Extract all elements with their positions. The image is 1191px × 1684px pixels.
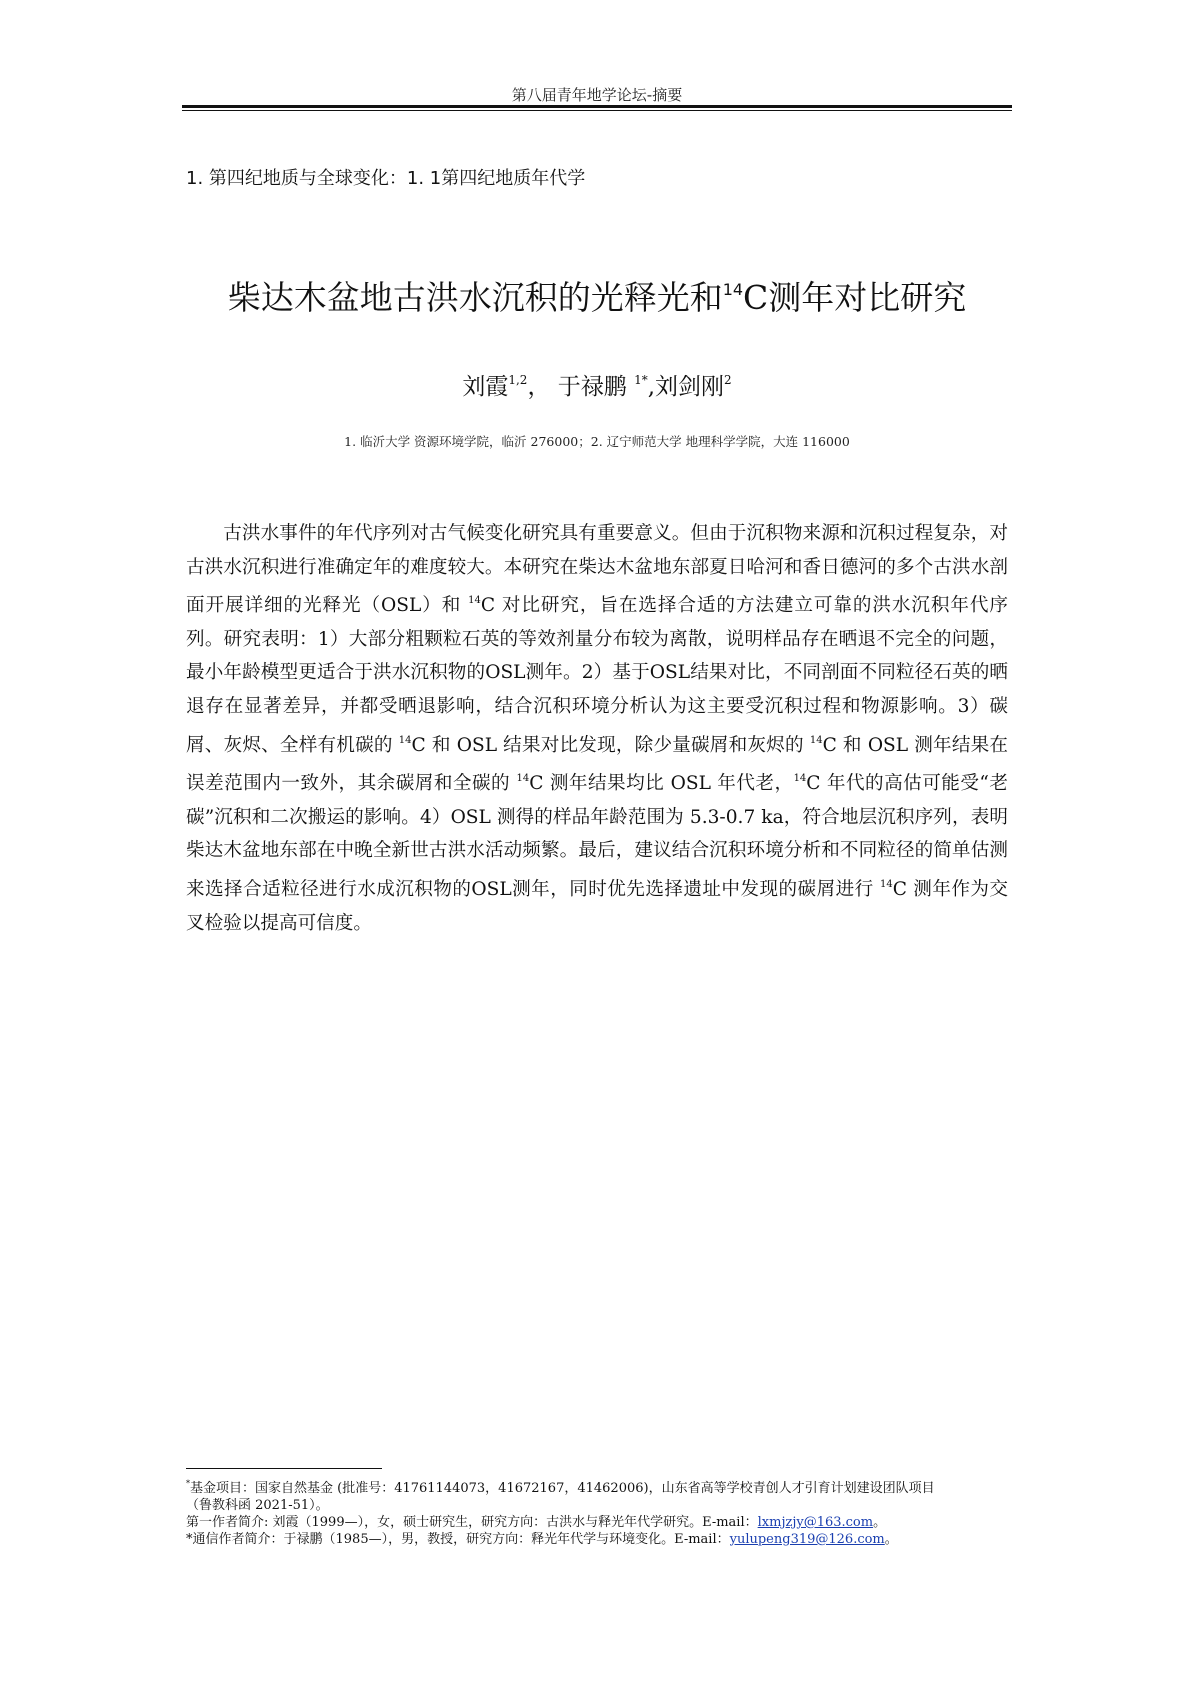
author-1-affil: 1,2 — [508, 373, 528, 387]
affiliations: 1. 临沂大学 资源环境学院，临沂 276000；2. 辽宁师范大学 地理科学学院，大连 116000 — [344, 434, 850, 449]
superscript: 14 — [880, 878, 893, 890]
footnote-text: 。 — [873, 1515, 887, 1530]
abstract-text: C 和 OSL 测年结果在误差范围内一致外，其余碳屑和全碳的 — [186, 734, 1008, 795]
author-2: 于禄鹏 — [557, 374, 627, 400]
author-separator: , — [647, 374, 656, 400]
footnotes — [186, 1475, 1016, 1548]
footnote-text: 。 — [884, 1532, 898, 1547]
superscript: 14 — [468, 595, 481, 607]
footnote-corresponding-author — [186, 1531, 1016, 1548]
title-superscript: 14 — [722, 280, 744, 299]
footnote-fund — [186, 1475, 1016, 1497]
superscript: 14 — [516, 773, 530, 785]
author-separator: ， — [527, 374, 551, 400]
footnote-first-author — [186, 1514, 1016, 1531]
title-tail: C测年对比研究 — [743, 278, 967, 317]
footnote-fund-cont: （鲁教科函 2021-51）。 — [186, 1498, 329, 1513]
author-3: 刘剑刚 — [655, 374, 725, 400]
abstract-text: C 对比研究，旨在选择合适的方法建立可靠的洪水沉积年代序列。研究表明：1）大部分粗颗粒石英的等效剂量分布较为离散，说明样品存在晒退不完全的问题，最小年龄模型更适合于洪水沉积物的OSL测年。2）基于OSL结果对比，不同剖面不同粒径石英的晒退存在显著差异，并都受晒退影响，结合沉积环境分析认为这主要受沉积过程和物源影响。3）碳屑、灰烬、全样有机碳的 — [186, 595, 1008, 756]
superscript: 14 — [809, 734, 823, 746]
author-2-affil: 1* — [634, 373, 648, 387]
abstract-text: C 和 OSL 结果对比发现，除少量碳屑和灰烬的 — [411, 734, 810, 756]
abstract — [186, 517, 1008, 940]
header-rule-thin — [182, 110, 1012, 111]
footnote-text: 第一作者简介: 刘霞（1999—），女，硕士研究生，研究方向：古洪水与释光年代学研究。E-mail： — [186, 1515, 758, 1530]
abstract-text: C 测年作为交叉检验以提高可信度。 — [186, 878, 1009, 934]
running-header: 第八届青年地学论坛-摘要 — [511, 86, 683, 104]
paper-title — [182, 272, 1012, 319]
abstract-paragraph — [186, 517, 1008, 940]
footnote-text: *通信作者简介：于禄鹏（1985—），男，教授，研究方向：释光年代学与环境变化。E-mail： — [186, 1532, 730, 1547]
email-link[interactable]: lxmjzjy@163.com — [757, 1515, 874, 1530]
footnote-rule — [186, 1468, 382, 1469]
email-link[interactable]: yulupeng319@126.com — [729, 1532, 885, 1547]
abstract-text: C 年代的高估可能受“老碳”沉积和二次搬运的影响。4）OSL 测得的样品年龄范围为 5.3-0.7 ka，符合地层沉积序列，表明柴达木盆地东部在中晚全新世古洪水活动频繁。最后，建议结合沉积环境分析和不同粒径的简单估测来选择合适粒径进行水成沉积物的OSL测年，同时优先选择遗址中发现的碳屑进行 — [186, 773, 1008, 900]
author-list — [182, 368, 1012, 401]
superscript: 14 — [398, 734, 412, 746]
superscript: 14 — [793, 773, 807, 785]
footnote-marker: * — [186, 1479, 190, 1488]
abstract-text: C 测年结果均比 OSL 年代老， — [529, 773, 794, 795]
footnote-text: 基金项目：国家自然基金 (批准号：41761144073，41672167，41462006)，山东省高等学校青创人才引育计划建设团队项目 — [190, 1481, 935, 1496]
author-3-affil: 2 — [724, 373, 732, 387]
header-rule — [182, 105, 1012, 108]
title-main: 柴达木盆地古洪水沉积的光释光和 — [227, 278, 723, 317]
author-1: 刘霞 — [462, 374, 509, 400]
section-heading: 1. 第四纪地质与全球变化：1. 1第四纪地质年代学 — [186, 168, 586, 189]
abstract-text: 古洪水事件的年代序列对古气候变化研究具有重要意义。但由于沉积物来源和沉积过程复杂，对古洪水沉积进行准确定年的难度较大。本研究在柴达木盆地东部夏日哈河和香日德河的多个古洪水剖面开展详细的光释光（OSL）和 — [186, 523, 1008, 617]
